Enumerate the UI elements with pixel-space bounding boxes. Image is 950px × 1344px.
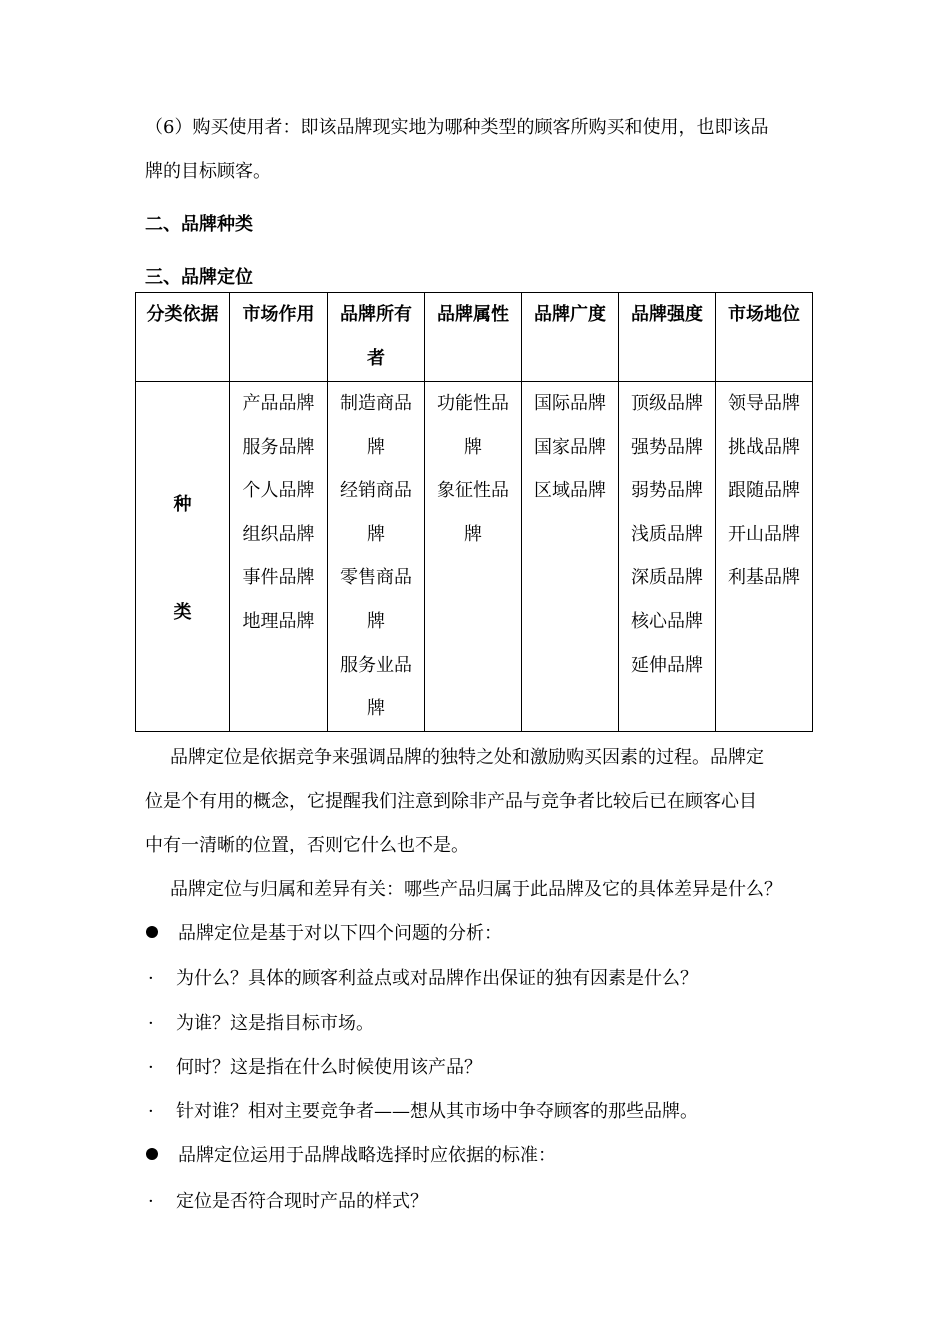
sub-bullet-item [148,1055,482,1081]
list-item: 牌 [464,523,482,545]
list-item: 制造商品 [340,393,412,414]
list-item: 延伸品牌 [631,654,703,676]
bullet-text: 品牌定位运用于品牌战略选择时应依据的标准： [178,1145,556,1166]
paragraph-line: 位是个有用的概念，它提醒我们注意到除非产品与竞争者比较后已在顾客心目 [145,791,757,812]
list-item: 零售商品 [340,567,412,589]
list-item: 牌 [367,523,385,545]
section-heading: 二、品牌种类 [145,214,253,235]
small-bullet-icon: · [148,1057,154,1078]
list-item: 开山品牌 [728,523,800,545]
list-item: 利基品牌 [728,567,800,589]
bullet-item [146,1143,556,1169]
list-item: 弱势品牌 [631,480,703,502]
list-item: 深质品牌 [631,567,703,589]
bullet-dot-icon [146,1148,158,1160]
list-item: 国家品牌 [534,436,606,458]
small-bullet-icon: · [148,1191,154,1212]
list-item: 牌 [464,436,482,458]
strength-cell [619,382,716,732]
small-bullet-icon: · [148,1101,154,1122]
sub-bullet-text: 定位是否符合现时产品的样式？ [176,1191,428,1212]
list-item: 国际品牌 [534,393,606,414]
paragraph-line: 牌的目标顾客。 [145,161,271,182]
sub-bullet-item [148,966,698,992]
header-cell: 品牌强度 [619,293,716,382]
list-item: 牌 [367,698,385,720]
breadth-cell [522,382,619,732]
list-item: 服务品牌 [242,436,315,458]
list-item: 经销商品 [340,480,412,502]
header-cell: 市场地位 [716,293,813,382]
small-bullet-icon: · [148,968,154,989]
sub-bullet-text: 为谁？这是指目标市场。 [176,1013,374,1034]
paragraph-line: （6）购买使用者：即该品牌现实地为哪种类型的顾客所购买和使用，也即该品 [145,117,769,138]
list-item: 牌 [367,610,385,632]
market-role-cell [230,382,328,732]
list-item: 象征性品 [437,480,509,502]
list-item: 跟随品牌 [728,480,800,502]
list-item: 产品品牌 [242,393,315,414]
paragraph-line: 品牌定位是依据竞争来强调品牌的独特之处和激励购买因素的过程。品牌定 [170,747,764,768]
bullet-text: 品牌定位是基于对以下四个问题的分析： [178,923,502,944]
list-item: 顶级品牌 [631,393,703,414]
list-item: 地理品牌 [242,610,315,632]
list-item: 组织品牌 [242,523,315,545]
header-text-wrap: 者 [367,348,385,369]
list-item: 功能性品 [437,393,509,414]
header-cell [328,293,425,382]
header-text: 品牌所有 [340,304,412,325]
row-label: 种 [173,494,192,515]
list-item: 强势品牌 [631,436,703,458]
owner-cell [328,382,425,732]
paragraph-line: 中有一清晰的位置，否则它什么也不是。 [145,835,469,856]
brand-classification-table [135,292,813,732]
sub-bullet-item [148,1189,428,1215]
sub-bullet-item [148,1099,698,1125]
row-label-cell [136,382,230,732]
header-cell: 品牌属性 [425,293,522,382]
bullet-item [146,921,502,947]
list-item: 核心品牌 [631,610,703,632]
header-cell: 分类依据 [136,293,230,382]
list-item: 区域品牌 [534,480,606,502]
bullet-dot-icon [146,926,158,938]
list-item: 服务业品 [340,654,412,676]
row-label: 类 [173,602,192,623]
small-bullet-icon: · [148,1013,154,1034]
list-item: 牌 [367,436,385,458]
attribute-cell [425,382,522,732]
list-item: 浅质品牌 [631,523,703,545]
paragraph-line: 品牌定位与归属和差异有关：哪些产品归属于此品牌及它的具体差异是什么？ [170,879,782,900]
list-item: 事件品牌 [242,567,315,589]
sub-bullet-text: 为什么？具体的顾客利益点或对品牌作出保证的独有因素是什么？ [176,968,698,989]
list-item: 领导品牌 [728,393,800,414]
header-cell: 市场作用 [230,293,328,382]
header-cell: 品牌广度 [522,293,619,382]
section-heading: 三、品牌定位 [145,267,253,288]
sub-bullet-item [148,1011,374,1037]
sub-bullet-text: 何时？这是指在什么时候使用该产品？ [176,1057,482,1078]
list-item: 挑战品牌 [728,436,800,458]
list-item: 个人品牌 [242,480,315,502]
position-cell [716,382,813,732]
sub-bullet-text: 针对谁？相对主要竞争者——想从其市场中争夺顾客的那些品牌。 [176,1101,698,1122]
